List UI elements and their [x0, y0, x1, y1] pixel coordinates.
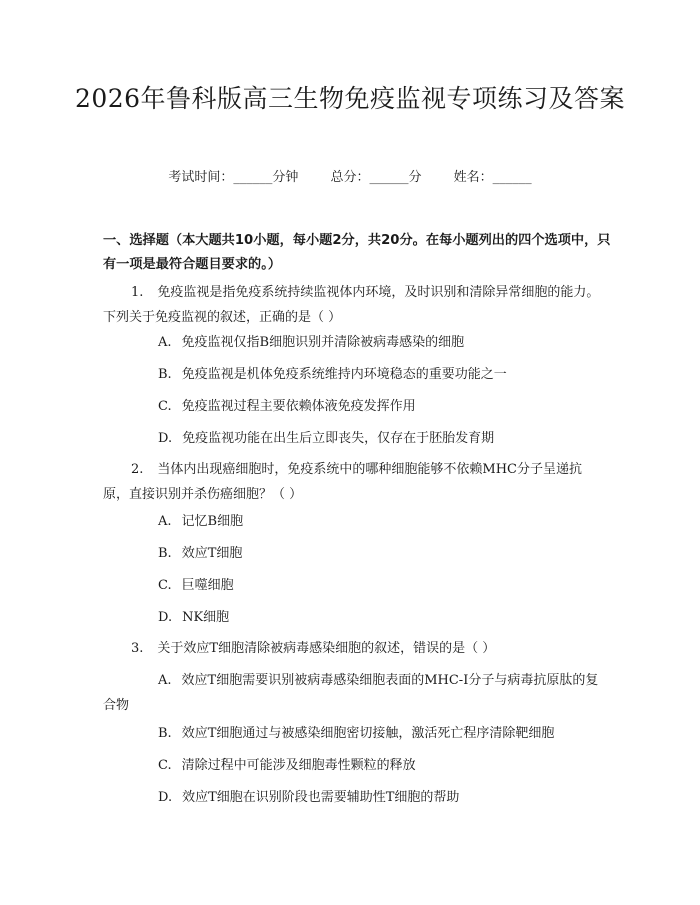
answer-option	[103, 509, 607, 534]
answer-option	[103, 668, 607, 718]
option-letter: A.	[158, 514, 172, 529]
option-letter: A.	[158, 673, 172, 688]
question-text: 关于效应T细胞清除被病毒感染细胞的叙述，错误的是（ ）	[157, 641, 496, 656]
option-letter: C.	[158, 399, 172, 414]
answer-option	[103, 753, 607, 778]
answer-option	[103, 721, 607, 746]
question-stem	[103, 636, 607, 661]
option-letter: A.	[158, 335, 172, 350]
option-letter: B.	[158, 367, 172, 382]
option-letter: D.	[158, 790, 173, 805]
answer-option	[103, 605, 607, 630]
option-letter: C.	[158, 578, 172, 593]
answer-option	[103, 362, 607, 387]
question-number: 1.	[131, 285, 144, 300]
option-text: 巨噬细胞	[181, 578, 234, 593]
answer-option	[103, 785, 607, 810]
option-text: NK细胞	[182, 610, 230, 625]
document-title: 2026年鲁科版高三生物免疫监视专项练习及答案	[74, 84, 626, 113]
question-text: 当体内出现癌细胞时，免疫系统中的哪种细胞能够不依赖MHC分子呈递抗原，直接识别并杀伤癌细胞？（ ）	[103, 462, 583, 502]
option-letter: C.	[158, 758, 172, 773]
option-text: 免疫监视是机体免疫系统维持内环境稳态的重要功能之一	[181, 367, 507, 382]
student-name-field: 姓名：______	[453, 170, 532, 185]
option-letter: B.	[158, 726, 172, 741]
option-text: 效应T细胞在识别阶段也需要辅助性T细胞的帮助	[182, 790, 460, 805]
answer-option	[103, 330, 607, 355]
section-heading: 一、选择题（本大题共10小题，每小题2分，共20分。在每小题列出的四个选项中，只有一项是最符合题目要求的。）	[103, 233, 611, 272]
question-number: 3.	[131, 641, 144, 656]
answer-option	[103, 394, 607, 419]
question-stem	[103, 457, 607, 507]
answer-option	[103, 573, 607, 598]
option-text: 效应T细胞通过与被感染细胞密切接触，激活死亡程序清除靶细胞	[181, 726, 555, 741]
option-text: 免疫监视仅指B细胞识别并清除被病毒感染的细胞	[181, 335, 465, 350]
option-text: 免疫监视功能在出生后立即丧失，仅存在于胚胎发育期	[182, 431, 495, 446]
option-text: 免疫监视过程主要依赖体液免疫发挥作用	[181, 399, 416, 414]
option-text: 清除过程中可能涉及细胞毒性颗粒的释放	[181, 758, 416, 773]
answer-option	[103, 426, 607, 451]
total-score-field: 总分：______分	[330, 170, 422, 185]
option-text: 效应T细胞	[181, 546, 243, 561]
exam-info-line	[0, 169, 700, 187]
answer-option	[103, 541, 607, 566]
question-text: 免疫监视是指免疫系统持续监视体内环境，及时识别和清除异常细胞的能力。下列关于免疫监视的叙述，正确的是（ ）	[103, 285, 600, 325]
option-text: 效应T细胞需要识别被病毒感染细胞表面的MHC-I分子与病毒抗原肽的复合物	[103, 673, 599, 713]
option-letter: B.	[158, 546, 172, 561]
option-text: 记忆B细胞	[181, 514, 244, 529]
option-letter: D.	[158, 431, 173, 446]
question-number: 2.	[131, 462, 144, 477]
exam-time-field: 考试时间：______分钟	[168, 170, 299, 185]
option-letter: D.	[158, 610, 173, 625]
question-stem	[103, 280, 607, 330]
